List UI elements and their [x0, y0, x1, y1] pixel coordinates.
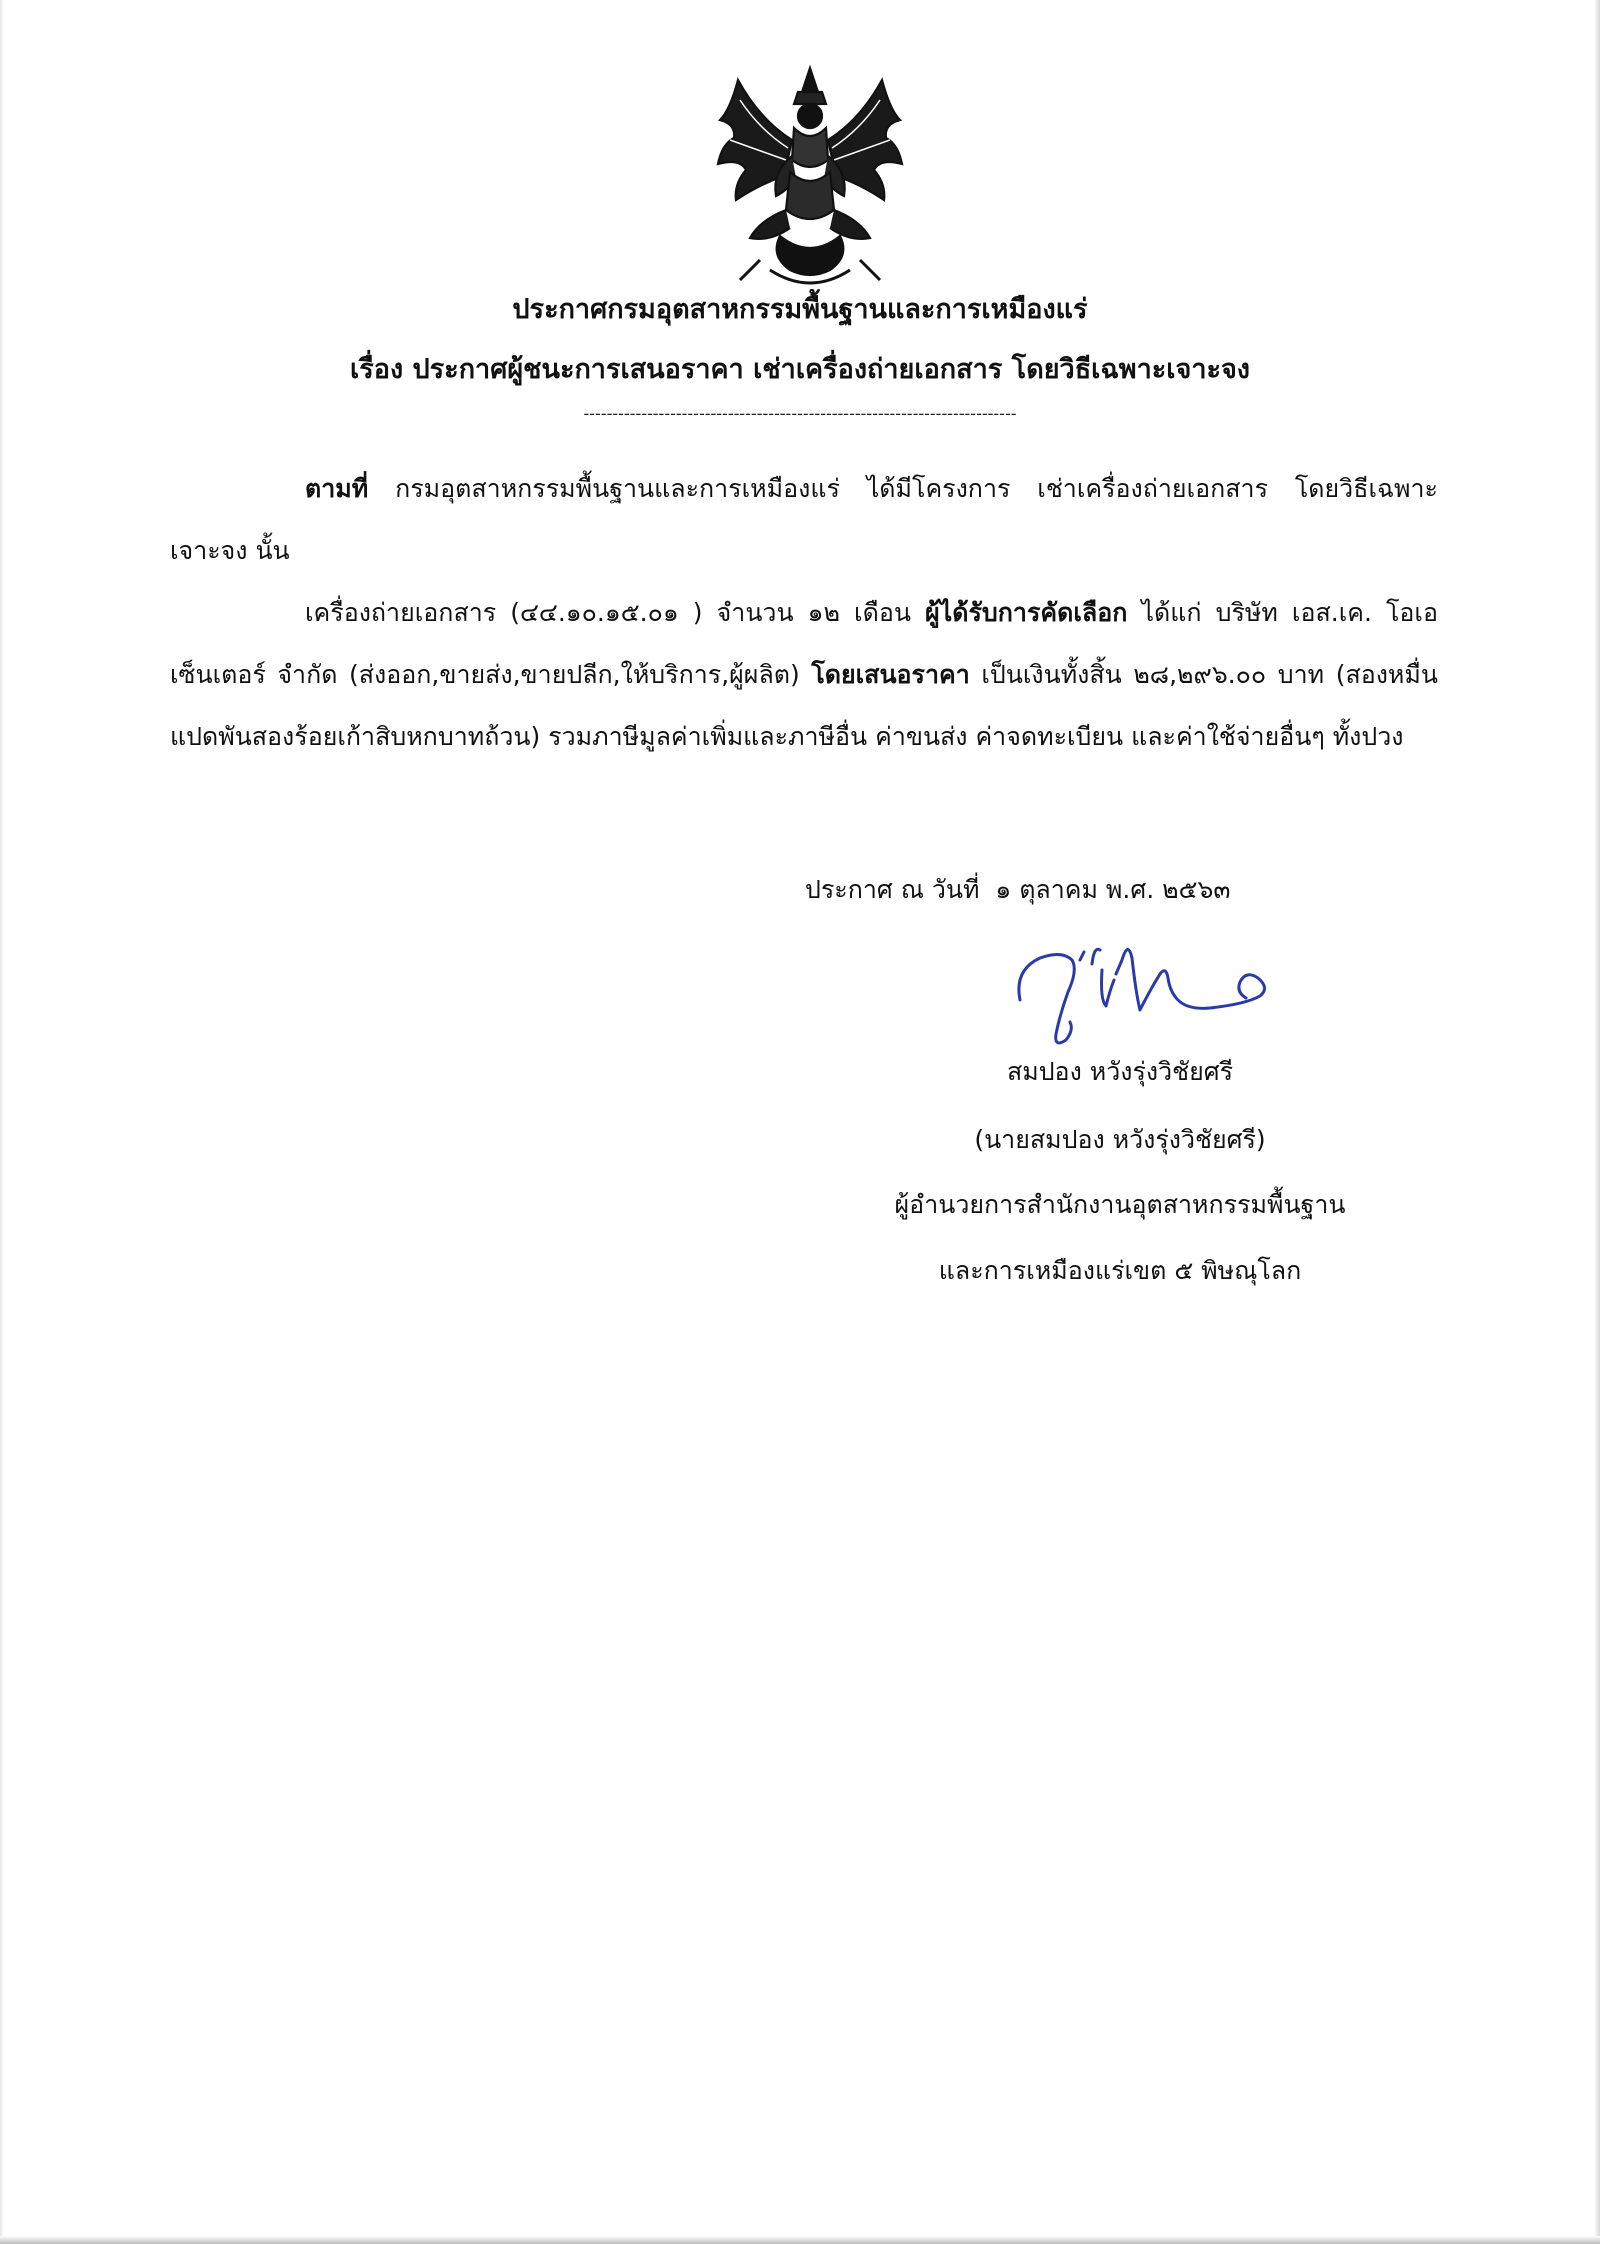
paragraph-award — [170, 582, 1438, 768]
document-title: ประกาศกรมอุตสาหกรรมพื้นฐานและการเหมืองแร่ — [512, 294, 1088, 325]
award-winner-text: ได้แก่ บริษัท เอส.เค. โอเอ เซ็นเตอร์ จำกัด (ส่งออก,ขายส่ง,ขายปลีก,ให้บริการ,ผู้ผลิต) — [170, 598, 1438, 689]
signer-name: สมปอง หวังรุ่งวิชัยศรี — [1006, 1057, 1234, 1086]
scan-edge-bottom — [0, 2236, 1600, 2244]
document-subject: เรื่อง ประกาศผู้ชนะการเสนอราคา เช่าเครื่องถ่ายเอกสาร โดยวิธีเฉพาะเจาะจง — [350, 354, 1250, 385]
award-price-text: เป็นเงินทั้งสิ้น ๒๘,๒๙๖.๐๐ บาท (สองหมื่นแปดพันสองร้อยเก้าสิบหกบาทถ้วน) รวมภาษีมูลค่าเพิ่มและภาษีอื่น ค่าขนส่ง ค่าจดทะเบียน และค่าใช้จ่ายอื่นๆ ทั้งปวง — [170, 660, 1438, 751]
garuda-emblem-icon — [700, 60, 920, 290]
heading-divider: --------------------------------------------------------------------------- — [583, 404, 1017, 423]
signer-position-line-2: และการเหมืองแร่เขต ๕ พิษณุโลก — [938, 1256, 1302, 1285]
paragraph-intro-lead: ตามที่ — [305, 474, 369, 503]
scan-edge-left — [0, 0, 4, 2244]
handwritten-signature — [1010, 930, 1280, 1050]
award-winner-label: ผู้ได้รับการคัดเลือก — [925, 598, 1128, 627]
award-price-label: โดยเสนอราคา — [811, 660, 970, 689]
announcement-label: ประกาศ ณ วันที่ — [805, 875, 980, 904]
paragraph-intro-text: กรมอุตสาหกรรมพื้นฐานและการเหมืองแร่ ได้มีโครงการ เช่าเครื่องถ่ายเอกสาร โดยวิธีเฉพาะเจาะจง นั้น — [170, 474, 1438, 565]
award-item: เครื่องถ่ายเอกสาร (๔๔.๑๐.๑๕.๐๑ ) จำนวน ๑๒ เดือน — [305, 598, 926, 627]
announcement-date: ๑ ตุลาคม พ.ศ. ๒๕๖๓ — [995, 875, 1231, 904]
announcement-date-line — [805, 866, 1230, 914]
signer-full-name: (นายสมปอง หวังรุ่งวิชัยศรี) — [974, 1125, 1266, 1154]
paragraph-intro — [170, 458, 1438, 582]
signer-position-line-1: ผู้อำนวยการสำนักงานอุตสาหกรรมพื้นฐาน — [894, 1190, 1346, 1219]
scan-edge-right — [1594, 0, 1600, 2244]
